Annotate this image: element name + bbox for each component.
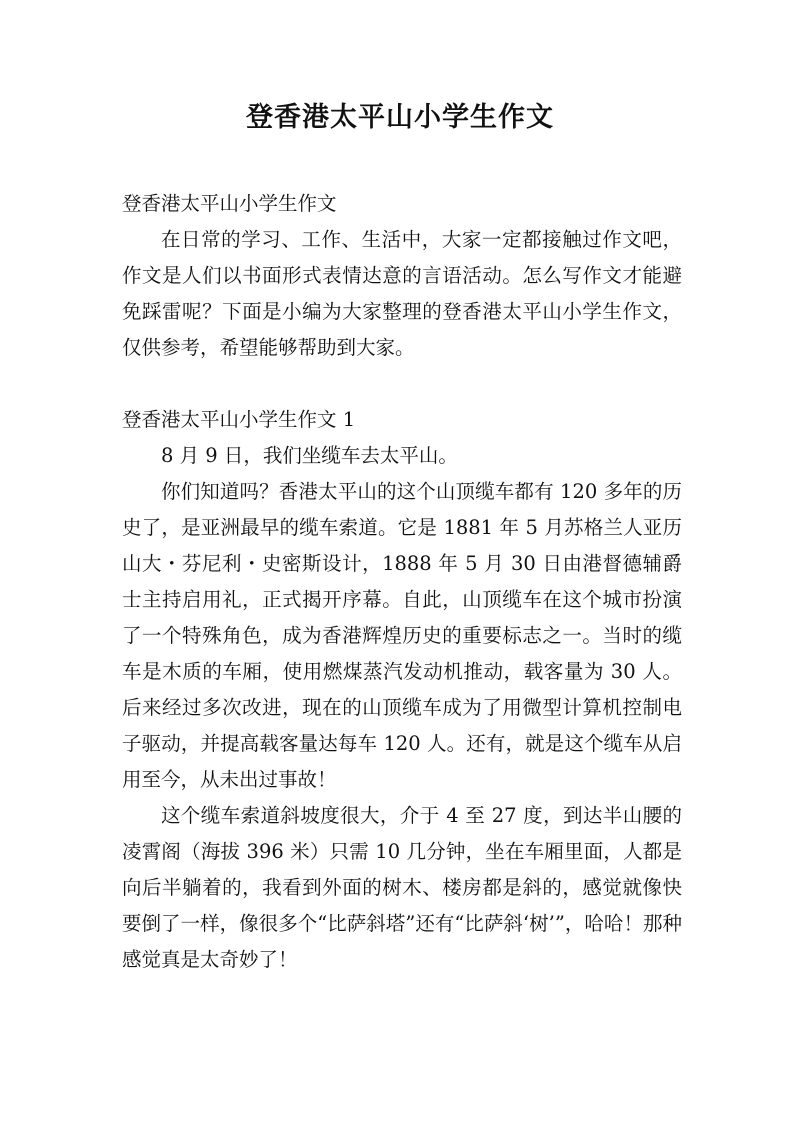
body-paragraph: 这个缆车索道斜坡度很大，介于 4 至 27 度，到达半山腰的凌霄阁（海拔 396 米）只需 10 几分钟，坐在车厢里面，人都是向后半躺着的，我看到外面的树木、楼房都是斜的，感觉就像快要倒了一样，像很多个“比萨斜塔”还有“比萨斜‘树’”，哈哈！那种感觉真是太奇妙了！ <box>122 804 682 971</box>
intro-heading: 登香港太平山小学生作文 <box>122 192 337 215</box>
document-title: 登香港太平山小学生作文 <box>246 102 554 133</box>
section-gap <box>122 366 682 402</box>
body-paragraph: 你们知道吗？香港太平山的这个山顶缆车都有 120 多年的历史了，是亚洲最早的缆车索道。它是 1881 年 5 月苏格兰人亚历山大・芬尼利・史密斯设计，1888 年 5 月 30 日由港督德辅爵士主持启用礼，正式揭开序幕。自此，山顶缆车在这个城市扮演了一个特殊角色，成为香港辉煌历史的重要标志之一。当时的缆车是木质的车厢，使用燃煤蒸汽发动机推动，载客量为 30 人。后来经过多次改进，现在的山顶缆车成为了用微型计算机控制电子驱动，并提高载客量达每车 120 人。还有，就是这个缆车从启用至今，从未出过事故！ <box>122 480 682 791</box>
document-body <box>122 186 682 978</box>
intro-paragraph: 在日常的学习、工作、生活中，大家一定都接触过作文吧，作文是人们以书面形式表情达意的言语活动。怎么写作文才能避免踩雷呢？下面是小编为大家整理的登香港太平山小学生作文，仅供参考，希望能够帮助到大家。 <box>122 228 682 359</box>
section-heading: 登香港太平山小学生作文 1 <box>122 408 356 431</box>
body-paragraph: 8 月 9 日，我们坐缆车去太平山。 <box>161 444 458 467</box>
